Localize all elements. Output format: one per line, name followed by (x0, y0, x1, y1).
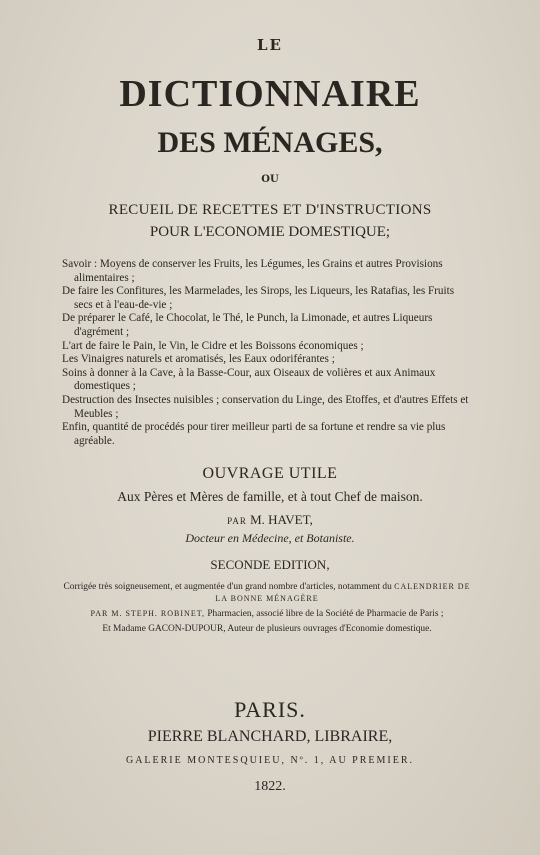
robinet-note (62, 608, 472, 620)
contents-entry: De préparer le Café, le Chocolat, le Thé, le Punch, la Limonade, et autres Liqueurs d'agrément ; (62, 312, 433, 338)
subtitle-line-2: POUR L'ECONOMIE DOMESTIQUE; (149, 224, 391, 240)
publication-year: 1822. (254, 779, 286, 794)
title-main: DICTIONNAIRE (119, 73, 421, 115)
author-prefix: PAR (227, 516, 247, 526)
robinet-desc: Pharmacien, associé libre de la Société de Pharmacie de Paris ; (207, 609, 444, 619)
title-ou: OU (261, 174, 279, 185)
contents-entry: Savoir : Moyens de conserver les Fruits, les Légumes, les Grains et autres Provisions alimentaires ; (62, 258, 443, 284)
audience-line: Aux Pères et Mères de famille, et à tout Chef de maison. (117, 489, 423, 504)
contents-entry: Les Vinaigres naturels et aromatisés, les Eaux odoriférantes ; (62, 353, 335, 366)
author-line (0, 512, 540, 528)
contents-entry: Soins à donner à la Cave, à la Basse-Cour, aux Oiseaux de volières et aux Animaux domestiques ; (62, 366, 436, 393)
subtitle-line-1: RECUEIL DE RECETTES ET D'INSTRUCTIONS (108, 202, 432, 218)
author-title: Docteur en Médecine, et Botaniste. (185, 531, 355, 545)
contents-list (62, 258, 472, 448)
corrigee-text: Corrigée très soigneusement, et augmentée d'un grand nombre d'articles, notamment du (63, 582, 392, 592)
contents-entry: Enfin, quantité de procédés pour tirer meilleur parti de sa fortune et rendre sa vie plus agréable. (62, 421, 446, 447)
edition-notes (62, 581, 472, 638)
publisher: PIERRE BLANCHARD, LIBRAIRE, (147, 728, 393, 745)
contents-entry: Destruction des Insectes nuisibles ; conservation du Linge, des Etoffes, et d'autres Effets et Meubles ; (62, 393, 469, 420)
title-sub: DES MÉNAGES, (157, 126, 383, 159)
calendrier-text: CALENDRIER DE LA BONNE MÉNAGÈRE (215, 582, 471, 603)
contents-entry: De faire les Confitures, les Marmelades, les Sirops, les Liqueurs, les Ratafias, les Fruits secs et à l'eau-de-vie ; (62, 285, 455, 311)
publisher-address: GALERIE MONTESQUIEU, Nº. 1, AU PREMIER. (125, 755, 415, 766)
ouvrage-heading: OUVRAGE UTILE (202, 465, 338, 482)
title-le: LE (257, 36, 283, 54)
gacon-note (62, 623, 472, 635)
gacon-desc: Auteur de plusieurs ouvrages d'Economie domestique. (227, 624, 432, 634)
gacon-name: Et Madame GACON-DUPOUR, (102, 624, 226, 634)
robinet-name: PAR M. STEPH. ROBINET, (90, 609, 205, 618)
edition-heading: SECONDE EDITION, (210, 557, 330, 572)
author-name: M. HAVET, (250, 512, 313, 527)
contents-entry: L'art de faire le Pain, le Vin, le Cidre et les Boissons économiques ; (62, 339, 364, 352)
edition-note (62, 581, 472, 605)
city: PARIS. (234, 697, 306, 722)
